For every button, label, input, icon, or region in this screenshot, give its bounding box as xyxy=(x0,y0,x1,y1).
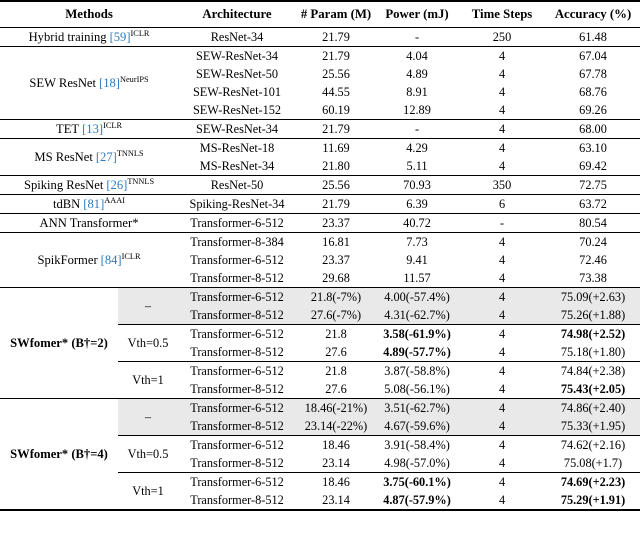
venue-superscript: ICLR xyxy=(121,251,141,261)
table-row xyxy=(0,176,640,195)
cell-accuracy: 68.76 xyxy=(579,84,607,99)
table-row xyxy=(0,47,640,66)
cell-steps: 4 xyxy=(458,288,546,307)
cell-power: 70.93 xyxy=(403,177,431,192)
cell-architecture: Transformer-8-384 xyxy=(190,234,284,249)
cell-param: 21.79 xyxy=(322,48,350,63)
cell-param: 21.8 xyxy=(325,363,347,378)
method-name: SWfomer* (B†=4) xyxy=(10,446,108,461)
cell-param: 27.6(-7%) xyxy=(296,306,376,325)
cell-steps: 4 xyxy=(458,306,546,325)
cell-accuracy: 75.18(+1.80) xyxy=(546,343,640,362)
cell-power: 3.91(-58.4%) xyxy=(384,437,450,452)
cell-steps: 4 xyxy=(498,363,506,378)
cell-power: 9.41 xyxy=(406,252,428,267)
cell-steps: 4 xyxy=(498,437,506,452)
cell-power: 4.98(-57.0%) xyxy=(376,454,458,473)
cell-power: 3.58(-61.9%) xyxy=(383,326,451,341)
cite-link[interactable]: [13] xyxy=(82,121,104,136)
cell-architecture: SEW-ResNet-34 xyxy=(196,48,278,63)
table-row xyxy=(0,139,640,158)
group-tet xyxy=(0,120,640,139)
cell-steps: 4 xyxy=(498,102,506,117)
group-spiking-resnet xyxy=(0,176,640,195)
cell-architecture: Transformer-8-512 xyxy=(190,492,284,507)
cell-power: 5.08(-56.1%) xyxy=(384,381,450,396)
cell-param: 18.46(-21%) xyxy=(296,399,376,418)
cell-steps: 4 xyxy=(458,399,546,418)
table-row xyxy=(0,214,640,233)
table-row xyxy=(0,28,640,47)
method-cell xyxy=(0,47,178,120)
group-ann-transformer xyxy=(0,214,640,233)
header-row xyxy=(0,1,640,28)
cell-architecture: Spiking-ResNet-34 xyxy=(189,196,285,211)
cell-architecture: Transformer-6-512 xyxy=(190,326,284,341)
cell-accuracy: 67.78 xyxy=(579,66,607,81)
sublabel-vth1: Vth=1 xyxy=(132,372,164,387)
cell-steps: 4 xyxy=(498,234,506,249)
cell-architecture: Transformer-6-512 xyxy=(190,474,284,489)
cell-param: 25.56 xyxy=(322,66,350,81)
cell-steps: - xyxy=(499,215,505,230)
cell-param: 23.14(-22%) xyxy=(296,417,376,436)
venue-superscript: ICLR xyxy=(103,120,122,130)
cell-param: 27.6 xyxy=(296,343,376,362)
cell-accuracy: 75.08(+1.7) xyxy=(546,454,640,473)
cell-power: 6.39 xyxy=(406,196,428,211)
cell-steps: 4 xyxy=(498,326,506,341)
cell-accuracy: 74.98(+2.52) xyxy=(560,326,626,341)
cell-accuracy: 63.72 xyxy=(579,196,607,211)
cell-architecture: Transformer-6-512 xyxy=(190,437,284,452)
cell-power: 4.87(-57.9%) xyxy=(383,492,451,507)
table-row xyxy=(0,120,640,139)
col-header-steps: Time Steps xyxy=(458,1,546,28)
cell-power: 4.89 xyxy=(406,66,428,81)
sublabel-vth1: Vth=1 xyxy=(132,483,164,498)
cell-accuracy: 69.42 xyxy=(579,158,607,173)
cell-param: 23.14 xyxy=(296,454,376,473)
cell-power: 4.67(-59.6%) xyxy=(376,417,458,436)
cell-power: 4.04 xyxy=(406,48,428,63)
venue-superscript: TNNLS xyxy=(116,148,144,158)
cell-architecture: Transformer-6-512 xyxy=(190,252,284,267)
col-header-accuracy: Accuracy (%) xyxy=(546,1,640,28)
cell-architecture: Transformer-6-512 xyxy=(178,399,296,418)
cell-steps: 4 xyxy=(498,121,506,136)
cell-steps: 4 xyxy=(498,84,506,99)
cell-param: 23.14 xyxy=(322,492,350,507)
cell-steps: 4 xyxy=(498,270,506,285)
method-name: SWfomer* (B†=2) xyxy=(10,335,108,350)
cell-steps: 4 xyxy=(498,474,506,489)
cell-architecture: Transformer-8-512 xyxy=(190,381,284,396)
cell-steps: 6 xyxy=(498,196,506,211)
cell-param: 21.8 xyxy=(325,326,347,341)
cell-power: 4.31(-62.7%) xyxy=(376,306,458,325)
table-header xyxy=(0,1,640,28)
cite-link[interactable]: [18] xyxy=(99,75,120,90)
cell-accuracy: 68.00 xyxy=(579,121,607,136)
cell-architecture: Transformer-8-512 xyxy=(178,417,296,436)
cell-accuracy: 70.24 xyxy=(579,234,607,249)
cell-accuracy: 72.46 xyxy=(579,252,607,267)
cell-steps: 4 xyxy=(498,492,506,507)
table-row xyxy=(0,195,640,214)
cell-accuracy: 61.48 xyxy=(579,29,607,44)
cell-architecture: MS-ResNet-34 xyxy=(199,158,275,173)
cell-steps: 4 xyxy=(498,381,506,396)
cell-power: 7.73 xyxy=(406,234,428,249)
method-cell xyxy=(0,195,178,214)
cell-accuracy: 74.69(+2.23) xyxy=(560,474,626,489)
cite-link[interactable]: [81] xyxy=(83,196,105,211)
sublabel-vth05: Vth=0.5 xyxy=(118,436,178,473)
method-name: tdBN xyxy=(52,196,81,211)
cell-steps: 4 xyxy=(498,140,506,155)
cell-architecture: Transformer-6-512 xyxy=(190,215,284,230)
cell-steps: 250 xyxy=(492,29,512,44)
method-cell xyxy=(0,120,178,139)
venue-superscript: AAAI xyxy=(104,195,126,205)
table-row xyxy=(0,233,640,252)
cell-architecture: SEW-ResNet-50 xyxy=(196,66,278,81)
cell-accuracy: 80.54 xyxy=(579,215,607,230)
method-cell xyxy=(0,28,178,47)
cell-power: 3.75(-60.1%) xyxy=(383,474,451,489)
col-header-methods: Methods xyxy=(0,1,178,28)
cell-architecture: SEW-ResNet-34 xyxy=(196,121,278,136)
cell-param: 11.69 xyxy=(322,140,350,155)
cell-power: 4.29 xyxy=(406,140,428,155)
group-swformer-b4 xyxy=(0,399,640,511)
method-name: Hybrid training xyxy=(28,29,107,44)
cell-power: 5.11 xyxy=(406,158,428,173)
method-name: MS ResNet xyxy=(34,149,93,164)
cell-accuracy: 74.86(+2.40) xyxy=(546,399,640,418)
cell-power: - xyxy=(414,29,420,44)
cell-architecture: Transformer-6-512 xyxy=(190,363,284,378)
cell-power: 4.00(-57.4%) xyxy=(376,288,458,307)
cite-link[interactable]: [27] xyxy=(95,149,117,164)
method-cell xyxy=(0,139,178,176)
group-ms-resnet xyxy=(0,139,640,176)
cell-architecture: Transformer-8-512 xyxy=(190,270,284,285)
cell-architecture: SEW-ResNet-152 xyxy=(192,102,282,117)
cite-link[interactable]: [26] xyxy=(106,177,128,192)
sublabel-none: – xyxy=(118,399,178,436)
cell-power: 8.91 xyxy=(406,84,428,99)
cell-steps: 4 xyxy=(498,66,506,81)
group-swformer-b2 xyxy=(0,288,640,399)
cell-param: 21.8(-7%) xyxy=(296,288,376,307)
cell-steps: 4 xyxy=(458,417,546,436)
cell-architecture: Transformer-8-512 xyxy=(178,454,296,473)
cell-steps: 4 xyxy=(498,48,506,63)
method-name: Spiking ResNet xyxy=(23,177,104,192)
cell-param: 29.68 xyxy=(322,270,350,285)
cell-steps: 4 xyxy=(458,454,546,473)
method-cell xyxy=(0,176,178,195)
venue-superscript: NeurIPS xyxy=(120,74,149,84)
cell-param: 23.37 xyxy=(322,252,350,267)
cell-architecture: Transformer-8-512 xyxy=(178,343,296,362)
cell-accuracy: 63.10 xyxy=(579,140,607,155)
method-name: TET xyxy=(56,121,80,136)
cell-param: 18.46 xyxy=(322,437,350,452)
cell-param: 21.79 xyxy=(322,121,350,136)
group-sew-resnet xyxy=(0,47,640,120)
cell-power: 3.87(-58.8%) xyxy=(384,363,450,378)
cell-steps: 4 xyxy=(498,158,506,173)
cell-param: 21.80 xyxy=(322,158,350,173)
cell-accuracy: 74.62(+2.16) xyxy=(560,437,626,452)
cell-power: - xyxy=(414,121,420,136)
cell-steps: 350 xyxy=(492,177,512,192)
cell-architecture: ResNet-34 xyxy=(210,29,264,44)
cell-architecture: SEW-ResNet-101 xyxy=(192,84,282,99)
cell-steps: 4 xyxy=(498,252,506,267)
col-header-architecture: Architecture xyxy=(178,1,296,28)
cell-accuracy: 75.29(+1.91) xyxy=(560,492,626,507)
cell-architecture: Transformer-8-512 xyxy=(178,306,296,325)
cell-power: 4.89(-57.7%) xyxy=(376,343,458,362)
venue-superscript: ICLR xyxy=(130,28,150,38)
cell-accuracy: 72.75 xyxy=(579,177,607,192)
cell-accuracy: 75.43(+2.05) xyxy=(560,381,626,396)
cell-architecture: Transformer-6-512 xyxy=(178,288,296,307)
cell-power: 3.51(-62.7%) xyxy=(376,399,458,418)
cell-accuracy: 74.84(+2.38) xyxy=(560,363,626,378)
cell-accuracy: 73.38 xyxy=(579,270,607,285)
group-tdbn xyxy=(0,195,640,214)
cell-accuracy: 75.33(+1.95) xyxy=(546,417,640,436)
cell-architecture: MS-ResNet-18 xyxy=(199,140,275,155)
cell-power: 11.57 xyxy=(403,270,431,285)
cell-power: 12.89 xyxy=(403,102,431,117)
cell-architecture: ResNet-50 xyxy=(210,177,264,192)
cell-param: 25.56 xyxy=(322,177,350,192)
cell-param: 60.19 xyxy=(322,102,350,117)
method-cell xyxy=(0,399,118,511)
table-row xyxy=(0,288,640,307)
cell-param: 23.37 xyxy=(322,215,350,230)
group-hybrid-training xyxy=(0,28,640,47)
cell-param: 44.55 xyxy=(322,84,350,99)
cell-accuracy: 69.26 xyxy=(579,102,607,117)
col-header-power: Power (mJ) xyxy=(376,1,458,28)
table-row xyxy=(0,399,640,418)
cell-param: 27.6 xyxy=(325,381,347,396)
cell-param: 21.79 xyxy=(322,29,350,44)
cite-link[interactable]: [59] xyxy=(109,29,131,44)
method-cell xyxy=(0,214,178,233)
cell-accuracy: 75.26(+1.88) xyxy=(546,306,640,325)
cell-accuracy: 75.09(+2.63) xyxy=(546,288,640,307)
cell-accuracy: 67.04 xyxy=(579,48,607,63)
sublabel-none: – xyxy=(118,288,178,325)
cell-steps: 4 xyxy=(458,343,546,362)
cell-power: 40.72 xyxy=(403,215,431,230)
col-header-param: # Param (M) xyxy=(296,1,376,28)
cell-param: 18.46 xyxy=(322,474,350,489)
cite-link[interactable]: [84] xyxy=(100,252,122,267)
method-cell xyxy=(0,233,178,288)
cell-param: 16.81 xyxy=(322,234,350,249)
method-name: SpikFormer xyxy=(37,252,98,267)
sublabel-vth05: Vth=0.5 xyxy=(118,325,178,362)
cell-param: 21.79 xyxy=(322,196,350,211)
method-name: SEW ResNet xyxy=(29,75,97,90)
venue-superscript: TNNLS xyxy=(127,176,155,186)
method-cell xyxy=(0,288,118,399)
group-spikformer xyxy=(0,233,640,288)
method-name: ANN Transformer* xyxy=(39,215,139,230)
